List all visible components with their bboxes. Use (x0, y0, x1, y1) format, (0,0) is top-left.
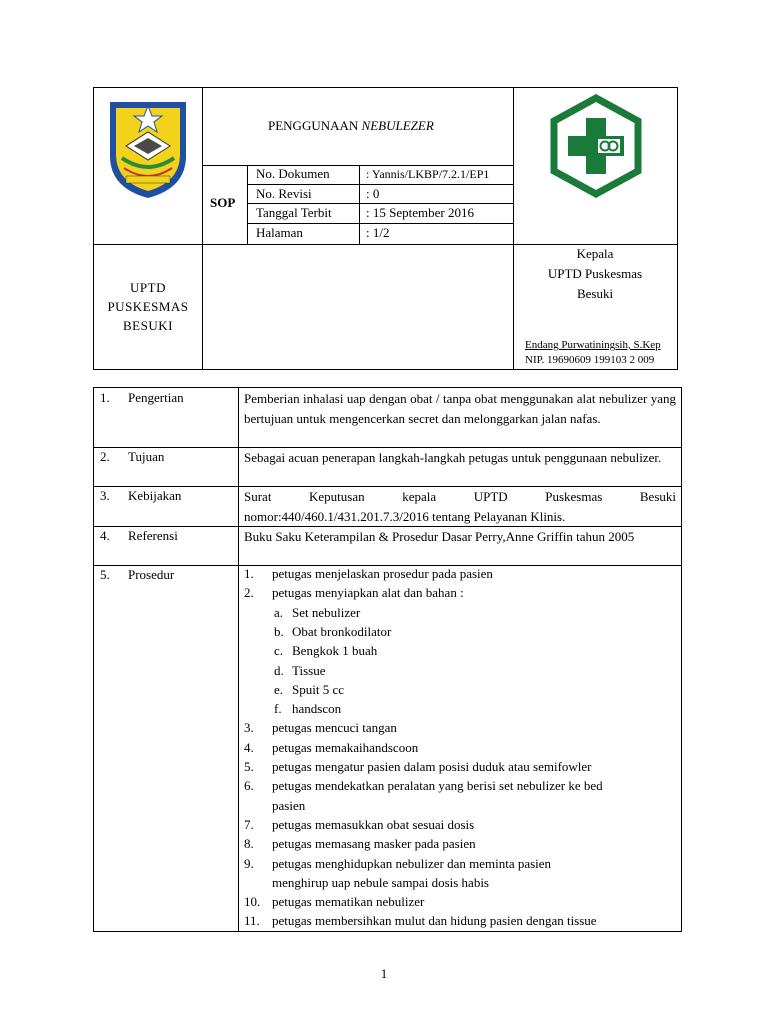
row-content-referensi: Buku Saku Keterampilan & Prosedur Dasar Perry,Anne Griffin tahun 2005 (244, 529, 635, 544)
procedure-substep: f. handscon (274, 701, 342, 717)
procedure-list (244, 566, 676, 929)
doc-info-label: No. Revisi (256, 186, 312, 201)
signer-name: Endang Purwatiningsih, S.Kep (525, 339, 661, 351)
page-number: 1 (380, 966, 388, 981)
doc-info-value: : Yannis/LKBP/7.2.1/EP1 (366, 167, 490, 181)
row-label: 4. Referensi (100, 528, 178, 543)
approval-block: Kepala UPTD Puskesmas Besuki (547, 246, 643, 301)
procedure-substep: b. Obat bronkodilator (274, 623, 392, 639)
doc-info-value: : 15 September 2016 (366, 205, 474, 220)
doc-info-value: : 0 (366, 186, 380, 201)
procedure-substep: a. Set nebulizer (274, 604, 361, 620)
procedure-step: 2. petugas menyiapkan alat dan bahan : (244, 585, 464, 601)
row-label: 5. Prosedur (100, 567, 175, 582)
procedure-substep: e. Spuit 5 cc (274, 681, 344, 697)
procedure-step: 1. petugas menjelaskan prosedur pada pasien (244, 566, 493, 581)
procedure-step: 8. petugas memasang masker pada pasien (244, 836, 476, 852)
row-label: 3. Kebijakan (100, 488, 182, 503)
procedure-step-continued: menghirup uap nebule sampai dosis habis (272, 874, 489, 890)
signer-nip: NIP. 19690609 199103 2 009 (525, 354, 655, 366)
procedure-step: 3. petugas mencuci tangan (244, 720, 397, 736)
row-content-pengertian: Pemberian inhalasi uap dengan obat / tanpa obat menggunakan alat nebulizer yang bertujuan untuk mengencerkan secret dan melonggarkan jalan nafas. (244, 391, 676, 426)
regency-logo (104, 96, 192, 201)
document-title: PENGGUNAAN NEBULEZER (268, 118, 434, 133)
procedure-step: 9. petugas menghidupkan nebulizer dan meminta pasien (244, 855, 552, 871)
procedure-step-continued: pasien (272, 797, 306, 813)
row-label: 2. Tujuan (100, 449, 165, 464)
doc-info-value: : 1/2 (366, 225, 390, 240)
row-content-tujuan: Sebagai acuan penerapan langkah-langkah petugas untuk penggunaan nebulizer. (244, 450, 662, 465)
procedure-step: 5. petugas mengatur pasien dalam posisi duduk atau semifowler (244, 759, 592, 774)
procedure-step: 7. petugas memasukkan obat sesuai dosis (244, 816, 475, 832)
procedure-substep: d. Tissue (274, 662, 326, 678)
doc-info-label: Halaman (256, 225, 303, 240)
puskesmas-logo (546, 94, 646, 199)
procedure-substep: c. Bengkok 1 buah (274, 643, 378, 659)
doc-info-label: Tanggal Terbit (256, 205, 332, 220)
procedure-step: 4. petugas memakaihandscoon (244, 739, 419, 755)
procedure-step: 6. petugas mendekatkan peralatan yang berisi set nebulizer ke bed (244, 778, 603, 794)
sop-body-table (93, 387, 682, 932)
organization-name: UPTD PUSKESMAS BESUKI (107, 280, 189, 333)
header-table (93, 87, 678, 370)
sop-label: SOP (210, 195, 236, 210)
row-content-kebijakan: Surat Keputusan kepala UPTD Puskesmas Besuki nomor:440/460.1/431.201.7.3/2016 tentang Pelayanan Klinis. (244, 489, 676, 524)
procedure-step: 10. petugas mematikan nebulizer (244, 894, 425, 910)
doc-info-label: No. Dokumen (256, 166, 330, 181)
row-label: 1. Pengertian (100, 390, 184, 405)
procedure-step: 11. petugas membersihkan mulut dan hidung pasien dengan tissue (244, 913, 597, 929)
